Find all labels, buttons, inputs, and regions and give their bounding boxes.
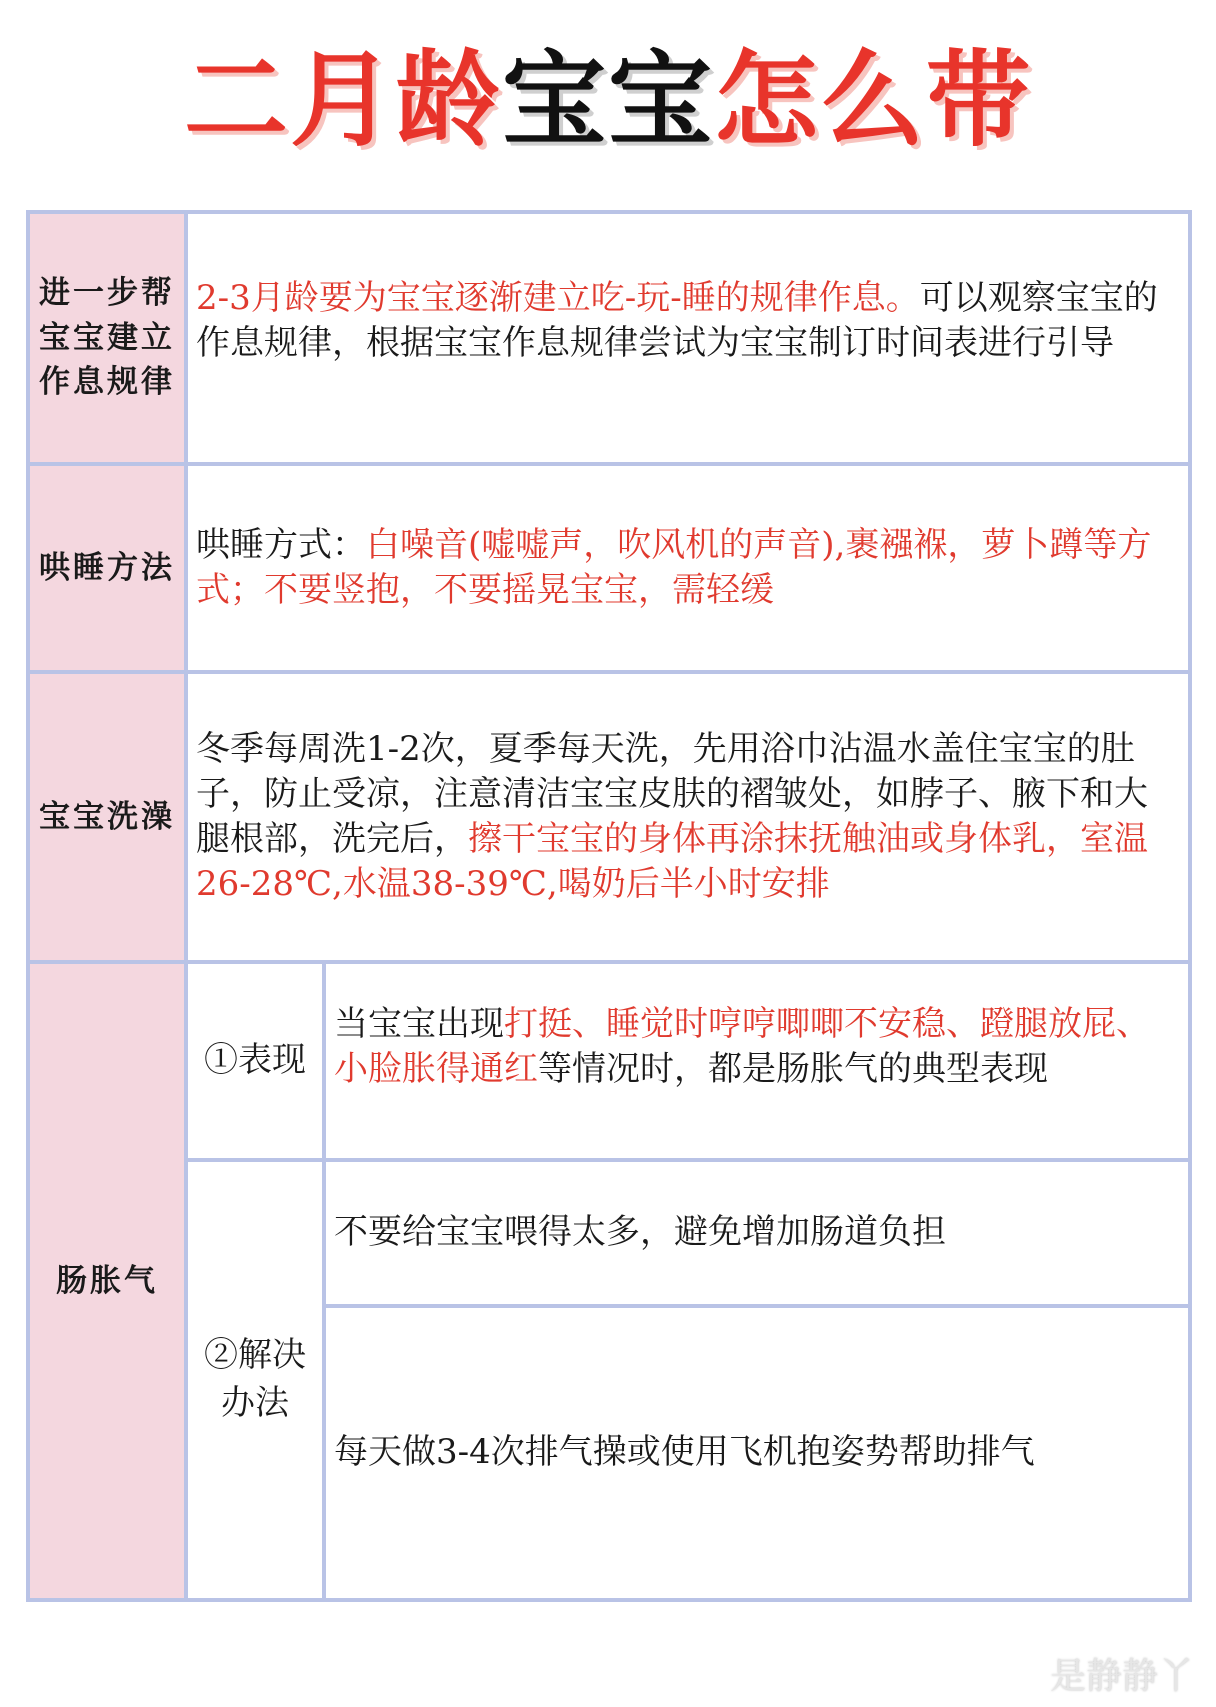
bath-highlight: 擦干宝宝的身体再涂抹抚触油或身体乳，室温26-28℃,水温38-39℃,喝奶后半小时安排 — [196, 819, 1148, 905]
bath-content — [188, 674, 1188, 960]
colic-symptom-highlight: 打挺、睡觉时哼哼唧唧不安稳、蹬腿放屁、小脸胀得通红 — [334, 1004, 1150, 1090]
colic-solution-2-text: 每天做3-4次排气操或使用飞机抱姿势帮助排气 — [334, 1432, 1035, 1473]
row-label-sleep — [30, 466, 184, 670]
routine-text: 可以观察宝宝的作息规律，根据宝宝作息规律尝试为宝宝制订时间表进行引导 — [196, 278, 1158, 364]
colic-solution-label — [188, 1162, 322, 1598]
routine-highlight: 2-3月龄要为宝宝逐渐建立吃-玩-睡的规律作息。 — [196, 278, 920, 318]
bath-text: 冬季每周洗1-2次，夏季每天洗，先用浴巾沾温水盖住宝宝的肚子，防止受凉，注意清洁宝宝皮肤的褶皱处，如脖子、腋下和大腿根部，洗完后， — [196, 728, 1148, 859]
colic-solution-label-text: ②解决办法 — [204, 1335, 306, 1423]
info-table — [26, 210, 1192, 1602]
colic-symptom-text-2: 等情况时，都是肠胀气的典型表现 — [538, 1049, 1048, 1090]
routine-content — [188, 214, 1188, 462]
sleep-content — [188, 466, 1188, 670]
row-label-colic-text: 肠胀气 — [56, 1262, 158, 1299]
grid-line — [184, 214, 188, 1598]
grid-line — [326, 1304, 1188, 1308]
row-label-routine-text: 进一步帮宝宝建立作息规律 — [39, 274, 175, 401]
colic-symptom-label — [188, 964, 322, 1158]
grid-line — [322, 964, 326, 1598]
grid-line — [30, 960, 1188, 964]
colic-solution-1-text: 不要给宝宝喂得太多，避免增加肠道负担 — [334, 1212, 946, 1253]
row-label-bath — [30, 674, 184, 960]
row-label-routine — [30, 214, 184, 462]
colic-symptom-text-1: 当宝宝出现 — [334, 1004, 504, 1044]
watermark: 是静静丫 — [1049, 1656, 1194, 1697]
colic-solution-1 — [326, 1162, 1188, 1304]
grid-line — [30, 670, 1188, 674]
title-part-2: 宝宝 — [501, 39, 714, 161]
title-part-3: 怎么带 — [714, 39, 1033, 161]
colic-symptom-content — [326, 964, 1188, 1158]
colic-solution-2 — [326, 1308, 1188, 1598]
row-label-bath-text: 宝宝洗澡 — [39, 798, 175, 835]
grid-line — [188, 1158, 1188, 1162]
title-part-1: 二月龄 — [183, 39, 502, 161]
grid-line — [30, 462, 1188, 466]
sleep-highlight: 白噪音(嘘嘘声，吹风机的声音),裹襁褓，萝卜蹲等方式；不要竖抱，不要摇晃宝宝，需轻缓 — [196, 524, 1152, 610]
colic-symptom-label-text: ①表现 — [204, 1040, 306, 1081]
row-label-colic — [30, 964, 184, 1598]
page-title — [0, 39, 1216, 161]
row-label-sleep-text: 哄睡方法 — [39, 549, 175, 586]
sleep-text: 哄睡方式： — [196, 524, 366, 565]
